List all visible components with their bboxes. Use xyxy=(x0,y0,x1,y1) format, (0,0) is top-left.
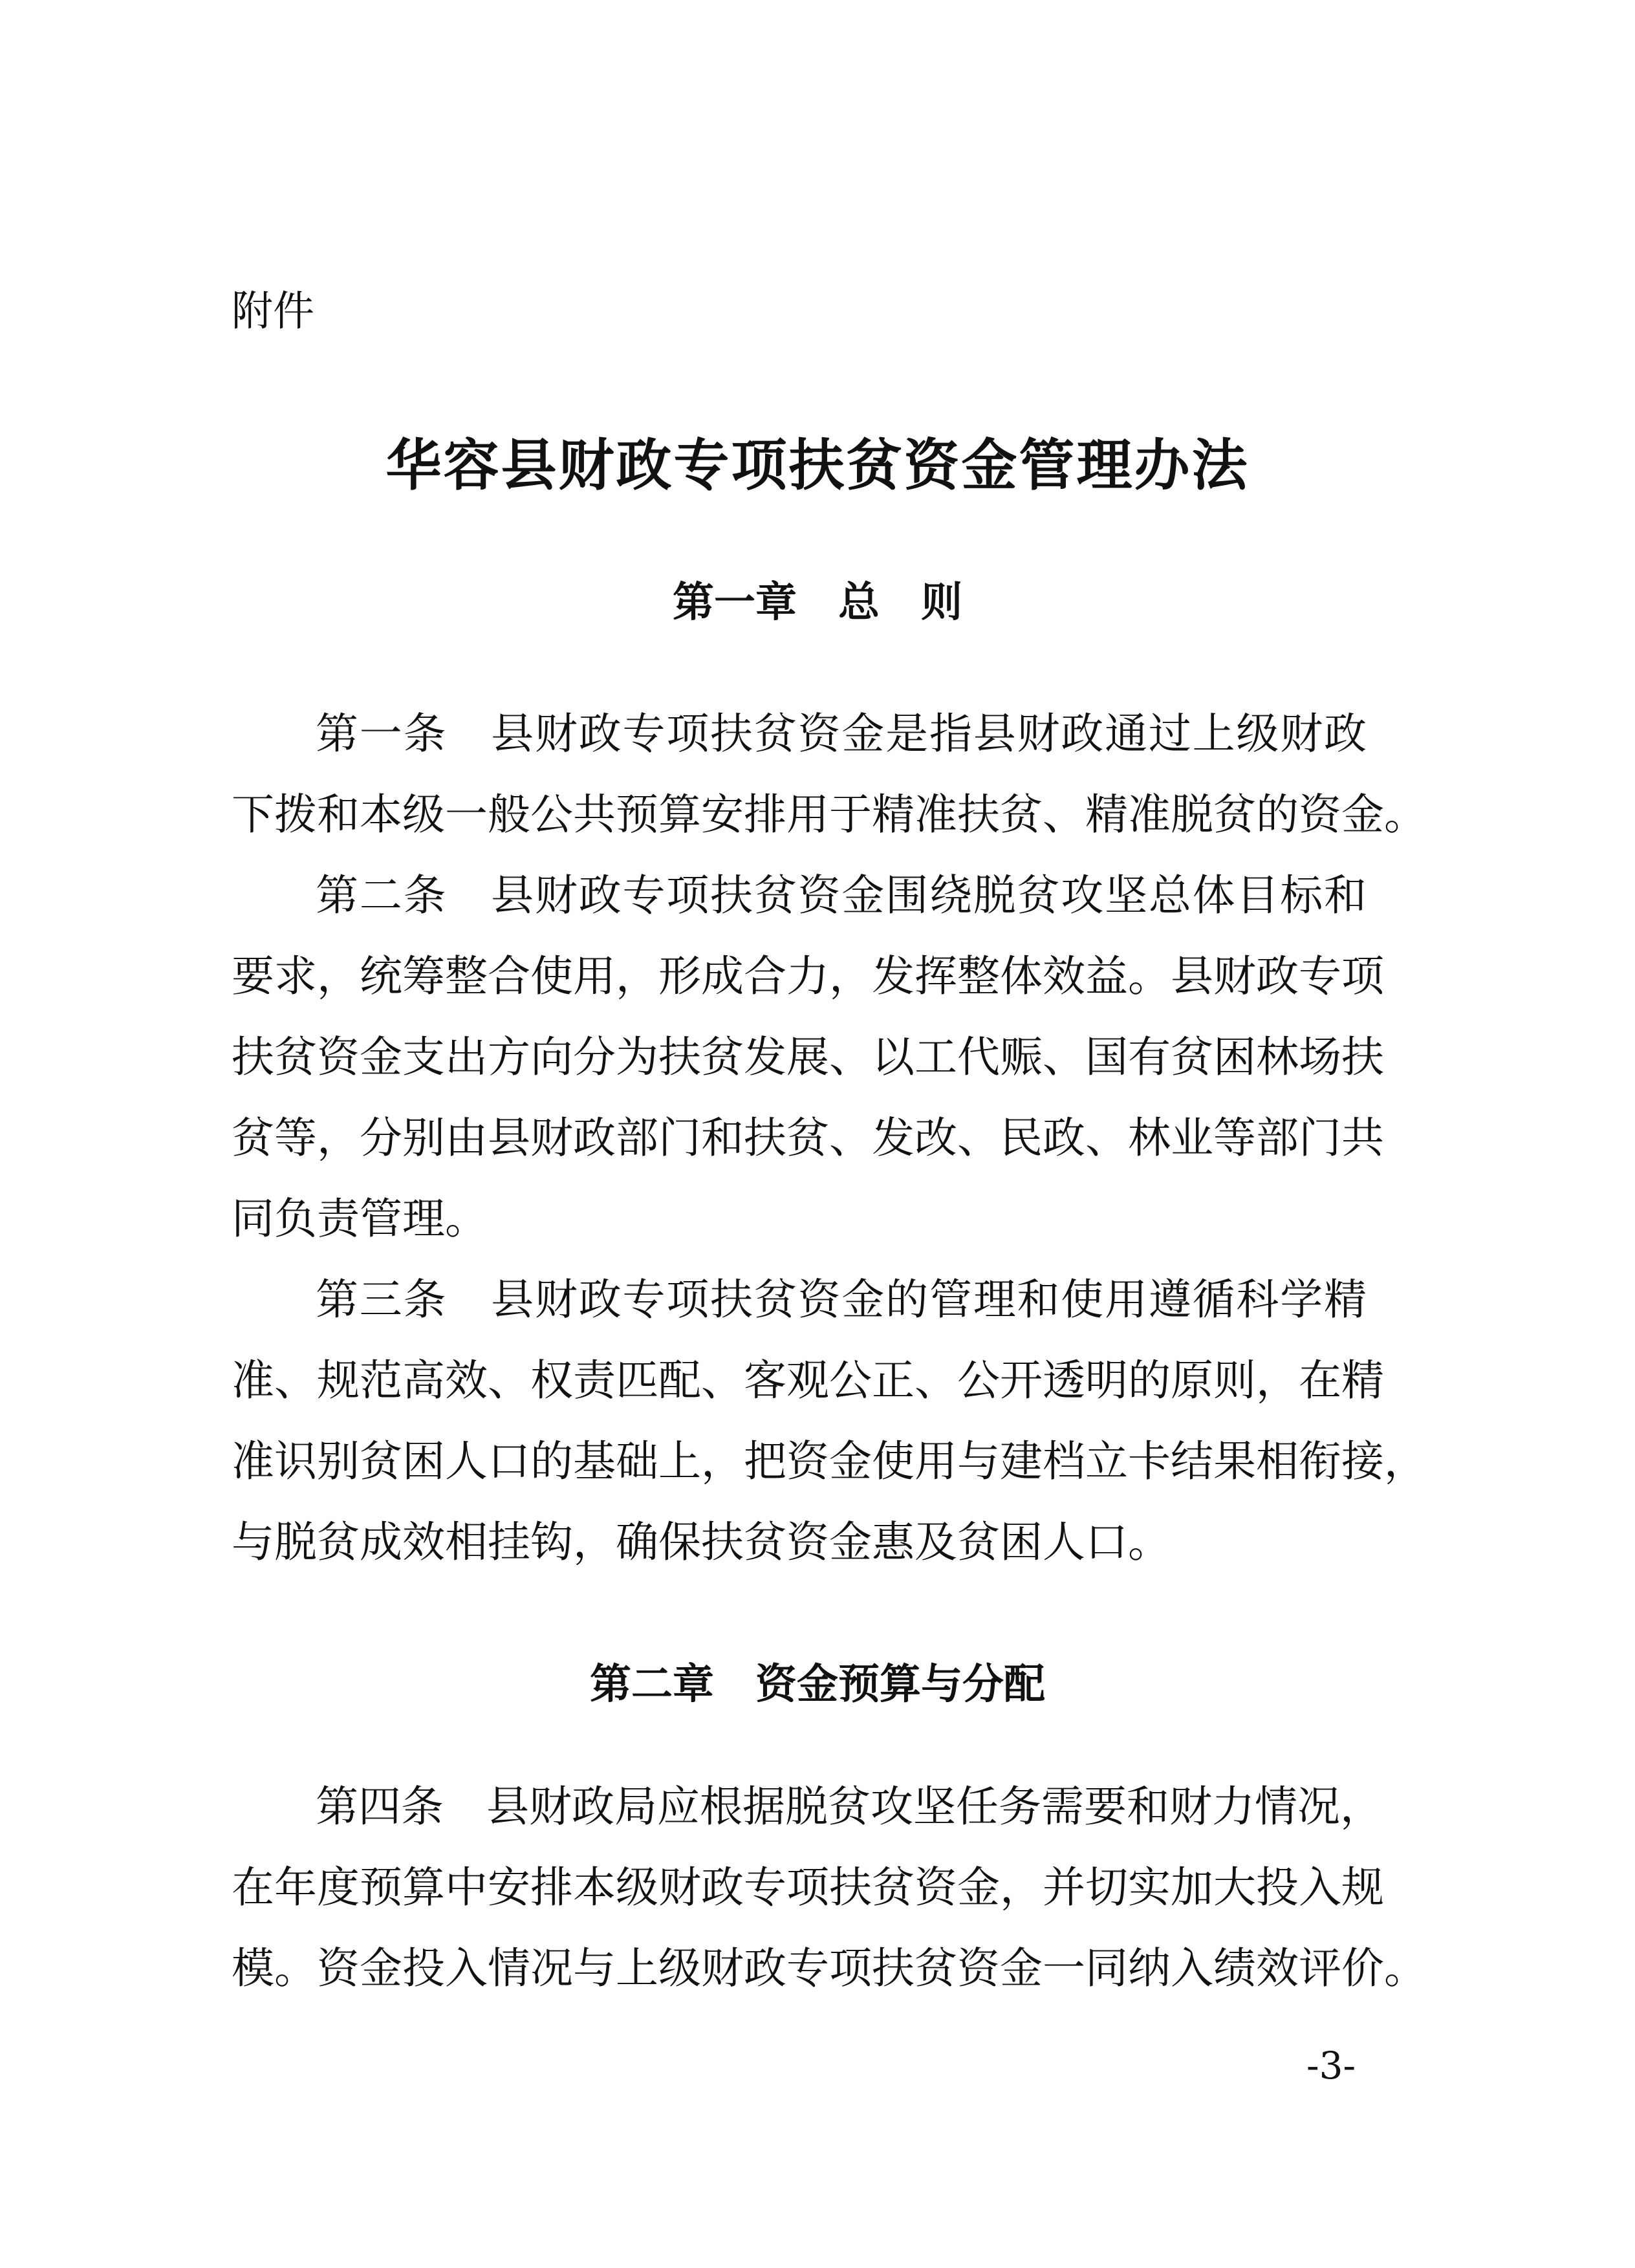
chapter-2-heading: 第二章 资金预算与分配 xyxy=(590,1661,1045,1709)
article-3-line: 与脱贫成效相挂钩，确保扶贫资金惠及贫困人口。 xyxy=(232,1517,1171,1567)
chapter-1-body xyxy=(232,693,1427,1582)
article-4-line: 在年度预算中安排本级财政专项扶贫资金，并切实加大投入规 xyxy=(232,1863,1384,1912)
article-4-line: 模。资金投入情况与上级财政专项扶贫资金一同纳入绩效评价。 xyxy=(232,1943,1427,1993)
article-2-line: 同负责管理。 xyxy=(232,1194,488,1244)
chapter-2-body xyxy=(232,1766,1427,2009)
article-3-line: 准识别贫困人口的基础上，把资金使用与建档立卡结果相衔接， xyxy=(232,1436,1427,1486)
article-2-line: 贫等，分别由县财政部门和扶贫、发改、民政、林业等部门共 xyxy=(232,1113,1384,1163)
page-number: -3- xyxy=(1306,2044,1356,2088)
article-3-line: 第三条 县财政专项扶贫资金的管理和使用遵循科学精 xyxy=(316,1275,1367,1324)
attachment-label: 附件 xyxy=(232,288,314,336)
article-2-line: 第二条 县财政专项扶贫资金围绕脱贫攻坚总体目标和 xyxy=(316,870,1367,920)
article-3-line: 准、规范高效、权责匹配、客观公正、公开透明的原则，在精 xyxy=(232,1355,1384,1405)
document-title: 华容县财政专项扶贫资金管理办法 xyxy=(385,433,1250,498)
article-4-line: 第四条 县财政局应根据脱贫攻坚任务需要和财力情况， xyxy=(316,1782,1383,1831)
article-2-line: 要求，统筹整合使用，形成合力，发挥整体效益。县财政专项 xyxy=(232,951,1384,1001)
article-1-line: 下拨和本级一般公共预算安排用于精准扶贫、精准脱贫的资金。 xyxy=(232,790,1427,839)
article-1-line: 第一条 县财政专项扶贫资金是指县财政通过上级财政 xyxy=(316,709,1367,759)
article-2-line: 扶贫资金支出方向分为扶贫发展、以工代赈、国有贫困林场扶 xyxy=(232,1032,1384,1082)
chapter-1-heading: 第一章 总 则 xyxy=(673,579,962,627)
